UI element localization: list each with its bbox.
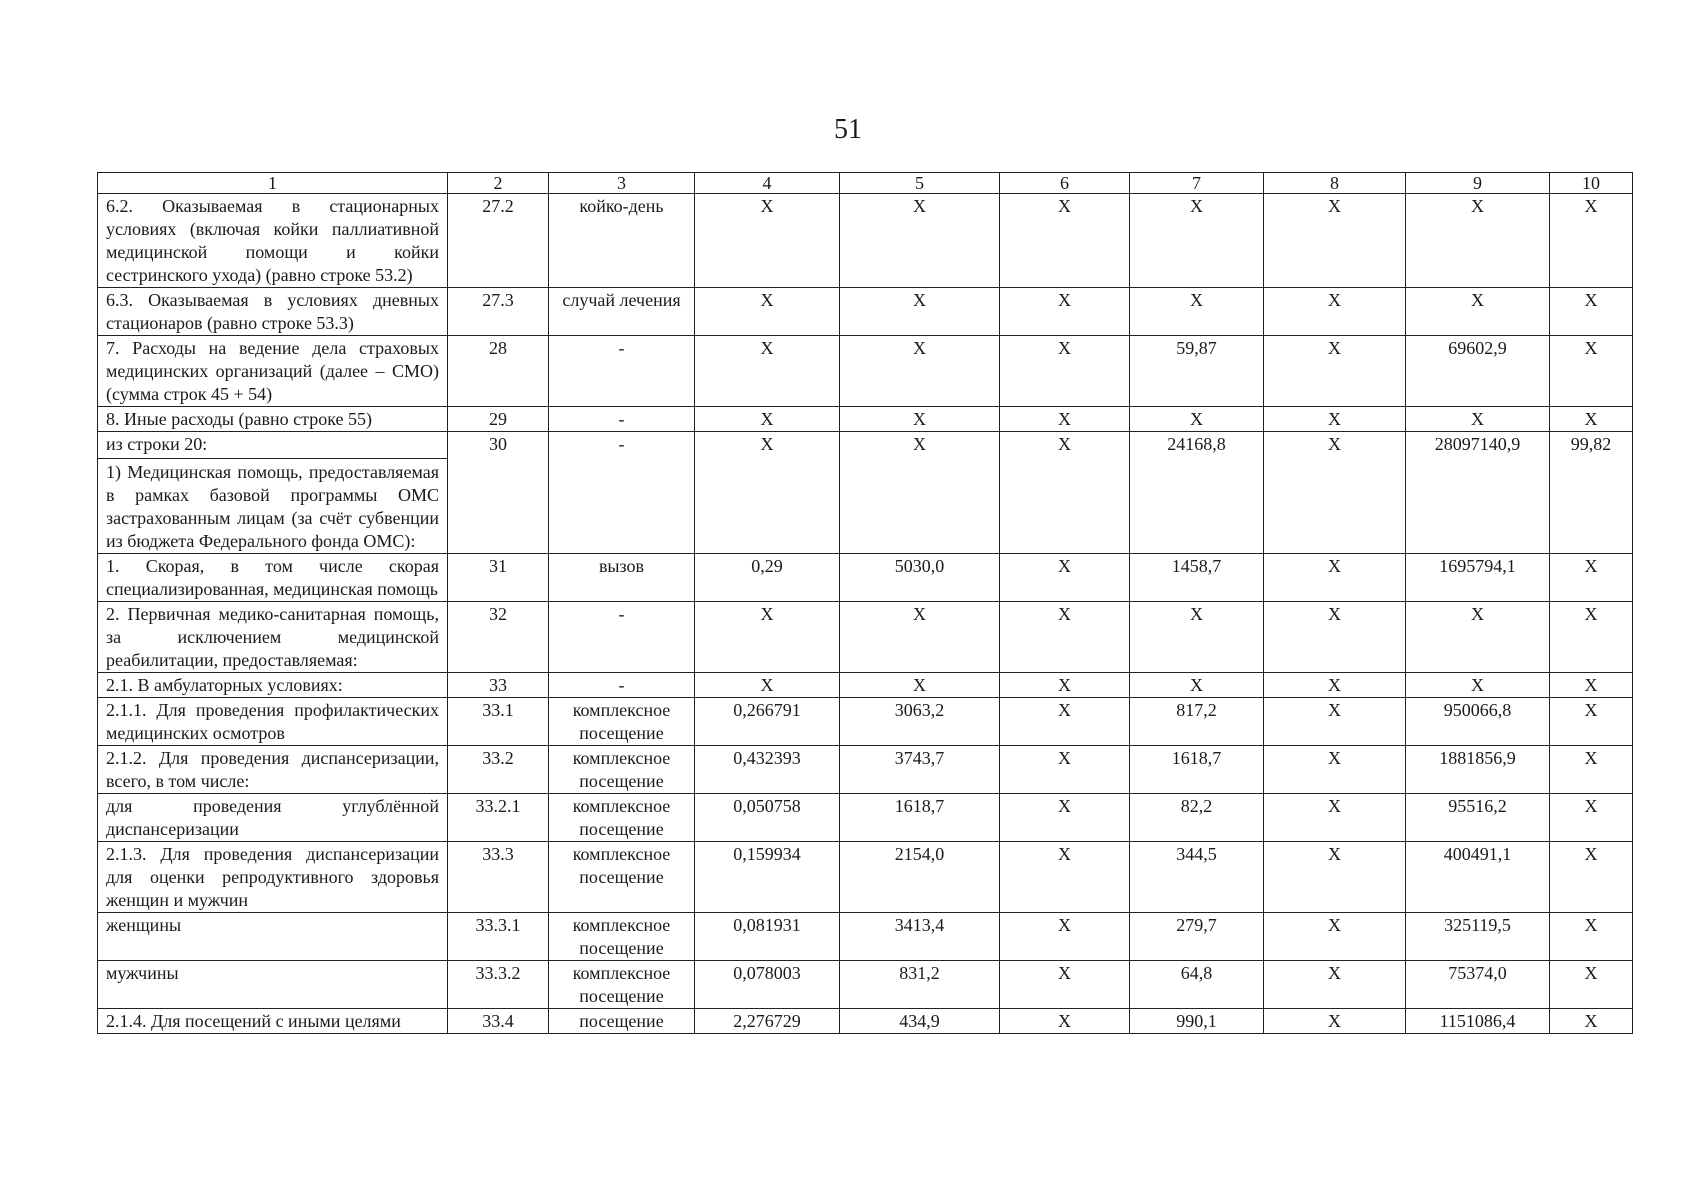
header-cell: 4 bbox=[695, 173, 840, 194]
col10-cell: X bbox=[1550, 698, 1633, 746]
col9-cell: 69602,9 bbox=[1406, 336, 1550, 407]
col6-cell: X bbox=[1000, 432, 1130, 554]
table-row bbox=[98, 602, 1633, 673]
col8-cell: X bbox=[1264, 602, 1406, 673]
col4-cell: 0,050758 bbox=[695, 794, 840, 842]
col10-cell: X bbox=[1550, 961, 1633, 1009]
col5-cell: 3063,2 bbox=[840, 698, 1000, 746]
header-row bbox=[98, 173, 1633, 194]
col9-cell: 325119,5 bbox=[1406, 913, 1550, 961]
col4-cell: 0,159934 bbox=[695, 842, 840, 913]
col9-cell: 400491,1 bbox=[1406, 842, 1550, 913]
row-name-cell bbox=[98, 602, 448, 673]
col8-cell: X bbox=[1264, 913, 1406, 961]
header-cell: 10 bbox=[1550, 173, 1633, 194]
col6-cell: X bbox=[1000, 554, 1130, 602]
col4-cell: 0,29 bbox=[695, 554, 840, 602]
table-row bbox=[98, 746, 1633, 794]
col8-cell: X bbox=[1264, 554, 1406, 602]
col5-cell: 5030,0 bbox=[840, 554, 1000, 602]
table-row bbox=[98, 194, 1633, 288]
col9-cell: X bbox=[1406, 194, 1550, 288]
table-row bbox=[98, 1009, 1633, 1034]
header-cell: 7 bbox=[1130, 173, 1264, 194]
col8-cell: X bbox=[1264, 407, 1406, 432]
unit-cell: койко-день bbox=[549, 194, 695, 288]
row-code-cell: 32 bbox=[448, 602, 549, 673]
col9-cell: 1151086,4 bbox=[1406, 1009, 1550, 1034]
col9-cell: 75374,0 bbox=[1406, 961, 1550, 1009]
col5-cell: 1618,7 bbox=[840, 794, 1000, 842]
col4-cell: X bbox=[695, 336, 840, 407]
row-code-cell: 33.3.1 bbox=[448, 913, 549, 961]
row-name: 2.1. В амбулаторных условиях: bbox=[106, 675, 343, 695]
table-row bbox=[98, 432, 1633, 554]
col10-cell: 99,82 bbox=[1550, 432, 1633, 554]
col9-cell: 1695794,1 bbox=[1406, 554, 1550, 602]
col6-cell: X bbox=[1000, 842, 1130, 913]
table-row bbox=[98, 673, 1633, 698]
col8-cell: X bbox=[1264, 961, 1406, 1009]
col4-cell: 0,078003 bbox=[695, 961, 840, 1009]
header-cell: 3 bbox=[549, 173, 695, 194]
row-name: 2. Первичная медико-санитарная помощь, за исключением медицинской реабилитации, предоставляемая: bbox=[106, 604, 439, 670]
table-row bbox=[98, 698, 1633, 746]
col7-cell: 59,87 bbox=[1130, 336, 1264, 407]
col5-cell: 3413,4 bbox=[840, 913, 1000, 961]
row-subname: 1) Медицинская помощь, предоставляемая в рамках базовой программы ОМС застрахованным лицам (за счёт субвенции из бюджета Федерального фонда ОМС): bbox=[98, 458, 447, 553]
unit-cell: - bbox=[549, 432, 695, 554]
col5-cell: 2154,0 bbox=[840, 842, 1000, 913]
unit-cell: вызов bbox=[549, 554, 695, 602]
row-name: 1. Скорая, в том числе скорая специализированная, медицинская помощь bbox=[106, 556, 439, 599]
col7-cell: 1458,7 bbox=[1130, 554, 1264, 602]
row-name: женщины bbox=[106, 915, 182, 935]
row-name-cell bbox=[98, 842, 448, 913]
col9-cell: 28097140,9 bbox=[1406, 432, 1550, 554]
row-name-cell bbox=[98, 336, 448, 407]
row-code-cell: 33.4 bbox=[448, 1009, 549, 1034]
col6-cell: X bbox=[1000, 913, 1130, 961]
col5-cell: X bbox=[840, 602, 1000, 673]
row-name: 2.1.2. Для проведения диспансеризации, всего, в том числе: bbox=[106, 748, 439, 791]
col4-cell: 0,081931 bbox=[695, 913, 840, 961]
row-code-cell: 27.3 bbox=[448, 288, 549, 336]
col6-cell: X bbox=[1000, 194, 1130, 288]
row-name-cell bbox=[98, 288, 448, 336]
table-row bbox=[98, 913, 1633, 961]
col10-cell: X bbox=[1550, 794, 1633, 842]
col9-cell: X bbox=[1406, 288, 1550, 336]
col4-cell: X bbox=[695, 407, 840, 432]
header-cell: 6 bbox=[1000, 173, 1130, 194]
col9-cell: X bbox=[1406, 673, 1550, 698]
col8-cell: X bbox=[1264, 336, 1406, 407]
col6-cell: X bbox=[1000, 961, 1130, 1009]
col8-cell: X bbox=[1264, 794, 1406, 842]
unit-cell: - bbox=[549, 336, 695, 407]
row-code-cell: 33.1 bbox=[448, 698, 549, 746]
table-row bbox=[98, 554, 1633, 602]
table-row bbox=[98, 336, 1633, 407]
col7-cell: X bbox=[1130, 288, 1264, 336]
unit-cell: комплексное посещение bbox=[549, 961, 695, 1009]
row-name: для проведения углублённой диспансеризации bbox=[106, 796, 439, 839]
unit-cell: комплексное посещение bbox=[549, 913, 695, 961]
col8-cell: X bbox=[1264, 432, 1406, 554]
row-name: 6.3. Оказываемая в условиях дневных стационаров (равно строке 53.3) bbox=[106, 290, 439, 333]
table-row bbox=[98, 288, 1633, 336]
col7-cell: 817,2 bbox=[1130, 698, 1264, 746]
col5-cell: X bbox=[840, 673, 1000, 698]
unit-cell: - bbox=[549, 602, 695, 673]
table-row bbox=[98, 407, 1633, 432]
col9-cell: 95516,2 bbox=[1406, 794, 1550, 842]
col4-cell: 0,266791 bbox=[695, 698, 840, 746]
col8-cell: X bbox=[1264, 746, 1406, 794]
unit-cell: комплексное посещение bbox=[549, 794, 695, 842]
row-name-cell bbox=[98, 913, 448, 961]
col7-cell: 990,1 bbox=[1130, 1009, 1264, 1034]
row-name: мужчины bbox=[106, 963, 179, 983]
table-body bbox=[98, 173, 1633, 1034]
col7-cell: X bbox=[1130, 194, 1264, 288]
col4-cell: 2,276729 bbox=[695, 1009, 840, 1034]
row-name: 2.1.3. Для проведения диспансеризации для оценки репродуктивного здоровья женщин и мужчин bbox=[106, 844, 439, 910]
unit-cell: посещение bbox=[549, 1009, 695, 1034]
col5-cell: X bbox=[840, 432, 1000, 554]
unit-cell: случай лечения bbox=[549, 288, 695, 336]
unit-cell: комплексное посещение bbox=[549, 698, 695, 746]
row-name-cell bbox=[98, 698, 448, 746]
col10-cell: X bbox=[1550, 336, 1633, 407]
col7-cell: 344,5 bbox=[1130, 842, 1264, 913]
row-code-cell: 33.3.2 bbox=[448, 961, 549, 1009]
col6-cell: X bbox=[1000, 407, 1130, 432]
col4-cell: X bbox=[695, 288, 840, 336]
col8-cell: X bbox=[1264, 842, 1406, 913]
col10-cell: X bbox=[1550, 407, 1633, 432]
col9-cell: X bbox=[1406, 407, 1550, 432]
col4-cell: X bbox=[695, 432, 840, 554]
row-name-cell bbox=[98, 554, 448, 602]
col5-cell: X bbox=[840, 407, 1000, 432]
col7-cell: X bbox=[1130, 407, 1264, 432]
col7-cell: 82,2 bbox=[1130, 794, 1264, 842]
header-cell: 2 bbox=[448, 173, 549, 194]
row-name-cell bbox=[98, 1009, 448, 1034]
table-row bbox=[98, 961, 1633, 1009]
row-name-cell bbox=[98, 194, 448, 288]
unit-cell: комплексное посещение bbox=[549, 746, 695, 794]
row-name: 7. Расходы на ведение дела страховых медицинских организаций (далее – СМО) (сумма строк 45 + 54) bbox=[106, 338, 439, 404]
col6-cell: X bbox=[1000, 794, 1130, 842]
col5-cell: X bbox=[840, 288, 1000, 336]
unit-cell: - bbox=[549, 407, 695, 432]
col4-cell: X bbox=[695, 673, 840, 698]
col5-cell: X bbox=[840, 194, 1000, 288]
row-name: 6.2. Оказываемая в стационарных условиях (включая койки паллиативной медицинской помощи и койки сестринского ухода) (равно строке 53.2) bbox=[106, 196, 439, 285]
col6-cell: X bbox=[1000, 698, 1130, 746]
col7-cell: 279,7 bbox=[1130, 913, 1264, 961]
row-name: 2.1.1. Для проведения профилактических медицинских осмотров bbox=[106, 700, 439, 743]
col8-cell: X bbox=[1264, 194, 1406, 288]
col10-cell: X bbox=[1550, 602, 1633, 673]
col6-cell: X bbox=[1000, 1009, 1130, 1034]
col6-cell: X bbox=[1000, 602, 1130, 673]
row-code-cell: 33.2.1 bbox=[448, 794, 549, 842]
table-row bbox=[98, 794, 1633, 842]
row-name-cell bbox=[98, 794, 448, 842]
row-name: 8. Иные расходы (равно строке 55) bbox=[106, 409, 372, 429]
col7-cell: X bbox=[1130, 602, 1264, 673]
page-number: 51 bbox=[834, 114, 862, 145]
col4-cell: 0,432393 bbox=[695, 746, 840, 794]
row-name-cell bbox=[98, 673, 448, 698]
col6-cell: X bbox=[1000, 673, 1130, 698]
header-cell: 5 bbox=[840, 173, 1000, 194]
col5-cell: 3743,7 bbox=[840, 746, 1000, 794]
col8-cell: X bbox=[1264, 1009, 1406, 1034]
col10-cell: X bbox=[1550, 288, 1633, 336]
col7-cell: 1618,7 bbox=[1130, 746, 1264, 794]
col5-cell: 434,9 bbox=[840, 1009, 1000, 1034]
row-name-cell bbox=[98, 961, 448, 1009]
header-cell: 1 bbox=[98, 173, 448, 194]
row-code-cell: 29 bbox=[448, 407, 549, 432]
col10-cell: X bbox=[1550, 913, 1633, 961]
col7-cell: 24168,8 bbox=[1130, 432, 1264, 554]
col4-cell: X bbox=[695, 194, 840, 288]
col8-cell: X bbox=[1264, 698, 1406, 746]
data-table bbox=[97, 172, 1633, 1034]
row-code-cell: 33.3 bbox=[448, 842, 549, 913]
unit-cell: комплексное посещение bbox=[549, 842, 695, 913]
col4-cell: X bbox=[695, 602, 840, 673]
row-code-cell: 33 bbox=[448, 673, 549, 698]
row-name-cell bbox=[98, 432, 448, 554]
col9-cell: X bbox=[1406, 602, 1550, 673]
header-cell: 9 bbox=[1406, 173, 1550, 194]
col10-cell: X bbox=[1550, 1009, 1633, 1034]
row-code-cell: 30 bbox=[448, 432, 549, 554]
row-name: 2.1.4. Для посещений с иными целями bbox=[106, 1011, 401, 1031]
row-code-cell: 28 bbox=[448, 336, 549, 407]
row-code-cell: 31 bbox=[448, 554, 549, 602]
col6-cell: X bbox=[1000, 746, 1130, 794]
row-name-cell bbox=[98, 407, 448, 432]
col8-cell: X bbox=[1264, 673, 1406, 698]
row-code-cell: 27.2 bbox=[448, 194, 549, 288]
col10-cell: X bbox=[1550, 554, 1633, 602]
row-code-cell: 33.2 bbox=[448, 746, 549, 794]
unit-cell: - bbox=[549, 673, 695, 698]
col5-cell: 831,2 bbox=[840, 961, 1000, 1009]
table-row bbox=[98, 842, 1633, 913]
col7-cell: 64,8 bbox=[1130, 961, 1264, 1009]
col10-cell: X bbox=[1550, 194, 1633, 288]
col8-cell: X bbox=[1264, 288, 1406, 336]
row-name-cell bbox=[98, 746, 448, 794]
row-name: из строки 20: bbox=[106, 434, 208, 454]
col10-cell: X bbox=[1550, 746, 1633, 794]
header-cell: 8 bbox=[1264, 173, 1406, 194]
col10-cell: X bbox=[1550, 842, 1633, 913]
col9-cell: 950066,8 bbox=[1406, 698, 1550, 746]
col6-cell: X bbox=[1000, 336, 1130, 407]
col9-cell: 1881856,9 bbox=[1406, 746, 1550, 794]
col7-cell: X bbox=[1130, 673, 1264, 698]
col10-cell: X bbox=[1550, 673, 1633, 698]
col5-cell: X bbox=[840, 336, 1000, 407]
col6-cell: X bbox=[1000, 288, 1130, 336]
